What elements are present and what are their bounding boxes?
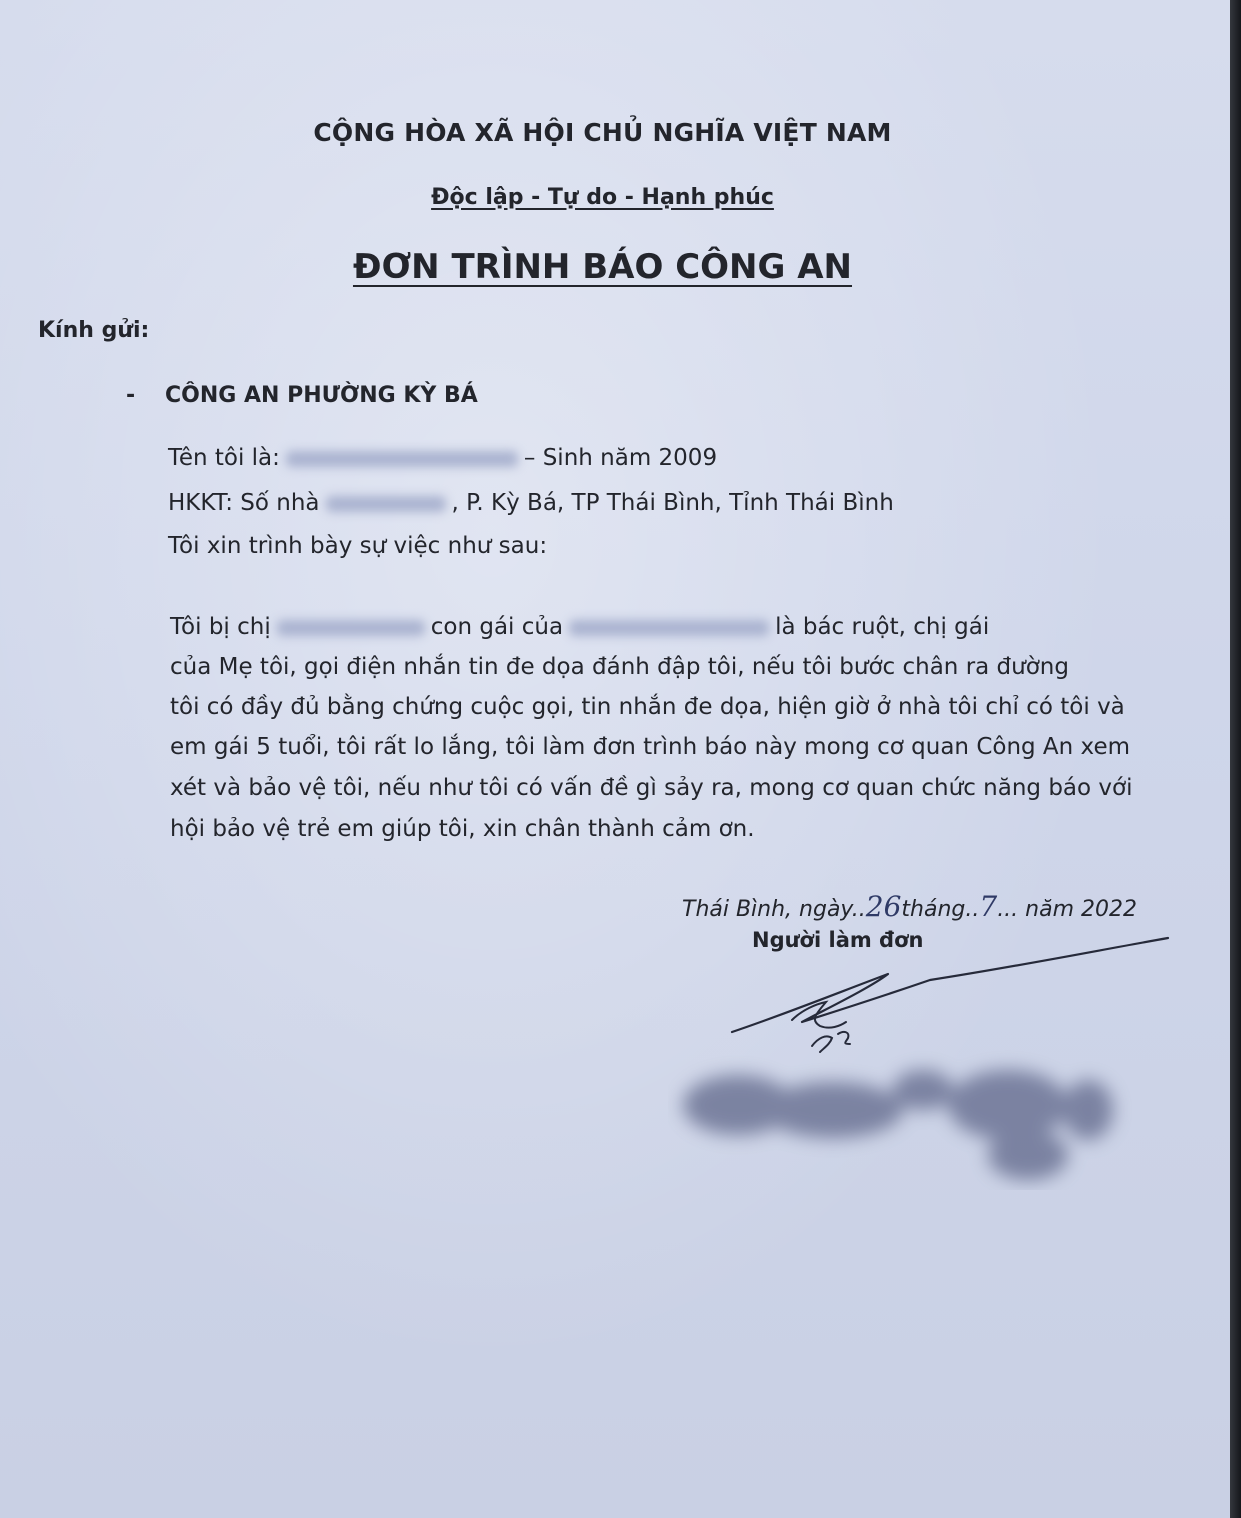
applicant-name-line <box>168 445 717 471</box>
intro-line: Tôi xin trình bày sự việc như sau: <box>168 533 548 559</box>
national-title: CỘNG HÒA XÃ HỘI CHỦ NGHĨA VIỆT NAM <box>313 118 892 147</box>
handwritten-day: 26 <box>865 890 902 923</box>
date-line: Thái Bình, ngày..26tháng..7... năm 2022 <box>682 890 1138 923</box>
body-line-6: hội bảo vệ trẻ em giúp tôi, xin chân thành cảm ơn. <box>170 816 755 842</box>
signature-icon <box>720 930 1190 1060</box>
body-line-3: tôi có đầy đủ bằng chứng cuộc gọi, tin nhắn đe dọa, hiện giờ ở nhà tôi chỉ có tôi và <box>170 694 1125 720</box>
redacted-name <box>286 451 518 467</box>
recipient-dash: - <box>126 383 136 408</box>
redacted-address <box>326 496 446 512</box>
address-rest: , P. Kỳ Bá, TP Thái Bình, Tỉnh Thái Bình <box>451 490 894 516</box>
applicant-address-line <box>168 490 894 516</box>
body-line-1: Tôi bị chị con gái của là bác ruột, chị gái <box>170 614 990 640</box>
birth-year: – Sinh năm 2009 <box>523 445 718 471</box>
redacted-person-1 <box>277 620 425 636</box>
national-motto: Độc lập - Tự do - Hạnh phúc <box>431 185 774 210</box>
signer-label: Người làm đơn <box>752 928 924 952</box>
redacted-signer-name <box>668 1050 1138 1190</box>
salutation: Kính gửi: <box>38 318 150 343</box>
body-line-4: em gái 5 tuổi, tôi rất lo lắng, tôi làm đơn trình báo này mong cơ quan Công An xem <box>170 734 1131 760</box>
document-title: ĐƠN TRÌNH BÁO CÔNG AN <box>352 247 853 287</box>
body-line-2: của Mẹ tôi, gọi điện nhắn tin đe dọa đánh đập tôi, nếu tôi bước chân ra đường <box>170 654 1069 680</box>
body-line-5: xét và bảo vệ tôi, nếu như tôi có vấn đề gì sảy ra, mong cơ quan chức năng báo với <box>170 775 1133 801</box>
handwritten-month: 7 <box>979 890 998 923</box>
redacted-person-2 <box>569 620 769 636</box>
name-label: Tên tôi là: <box>168 445 280 471</box>
address-label: HKKT: Số nhà <box>168 490 320 516</box>
recipient-name: CÔNG AN PHƯỜNG KỲ BÁ <box>165 383 478 408</box>
